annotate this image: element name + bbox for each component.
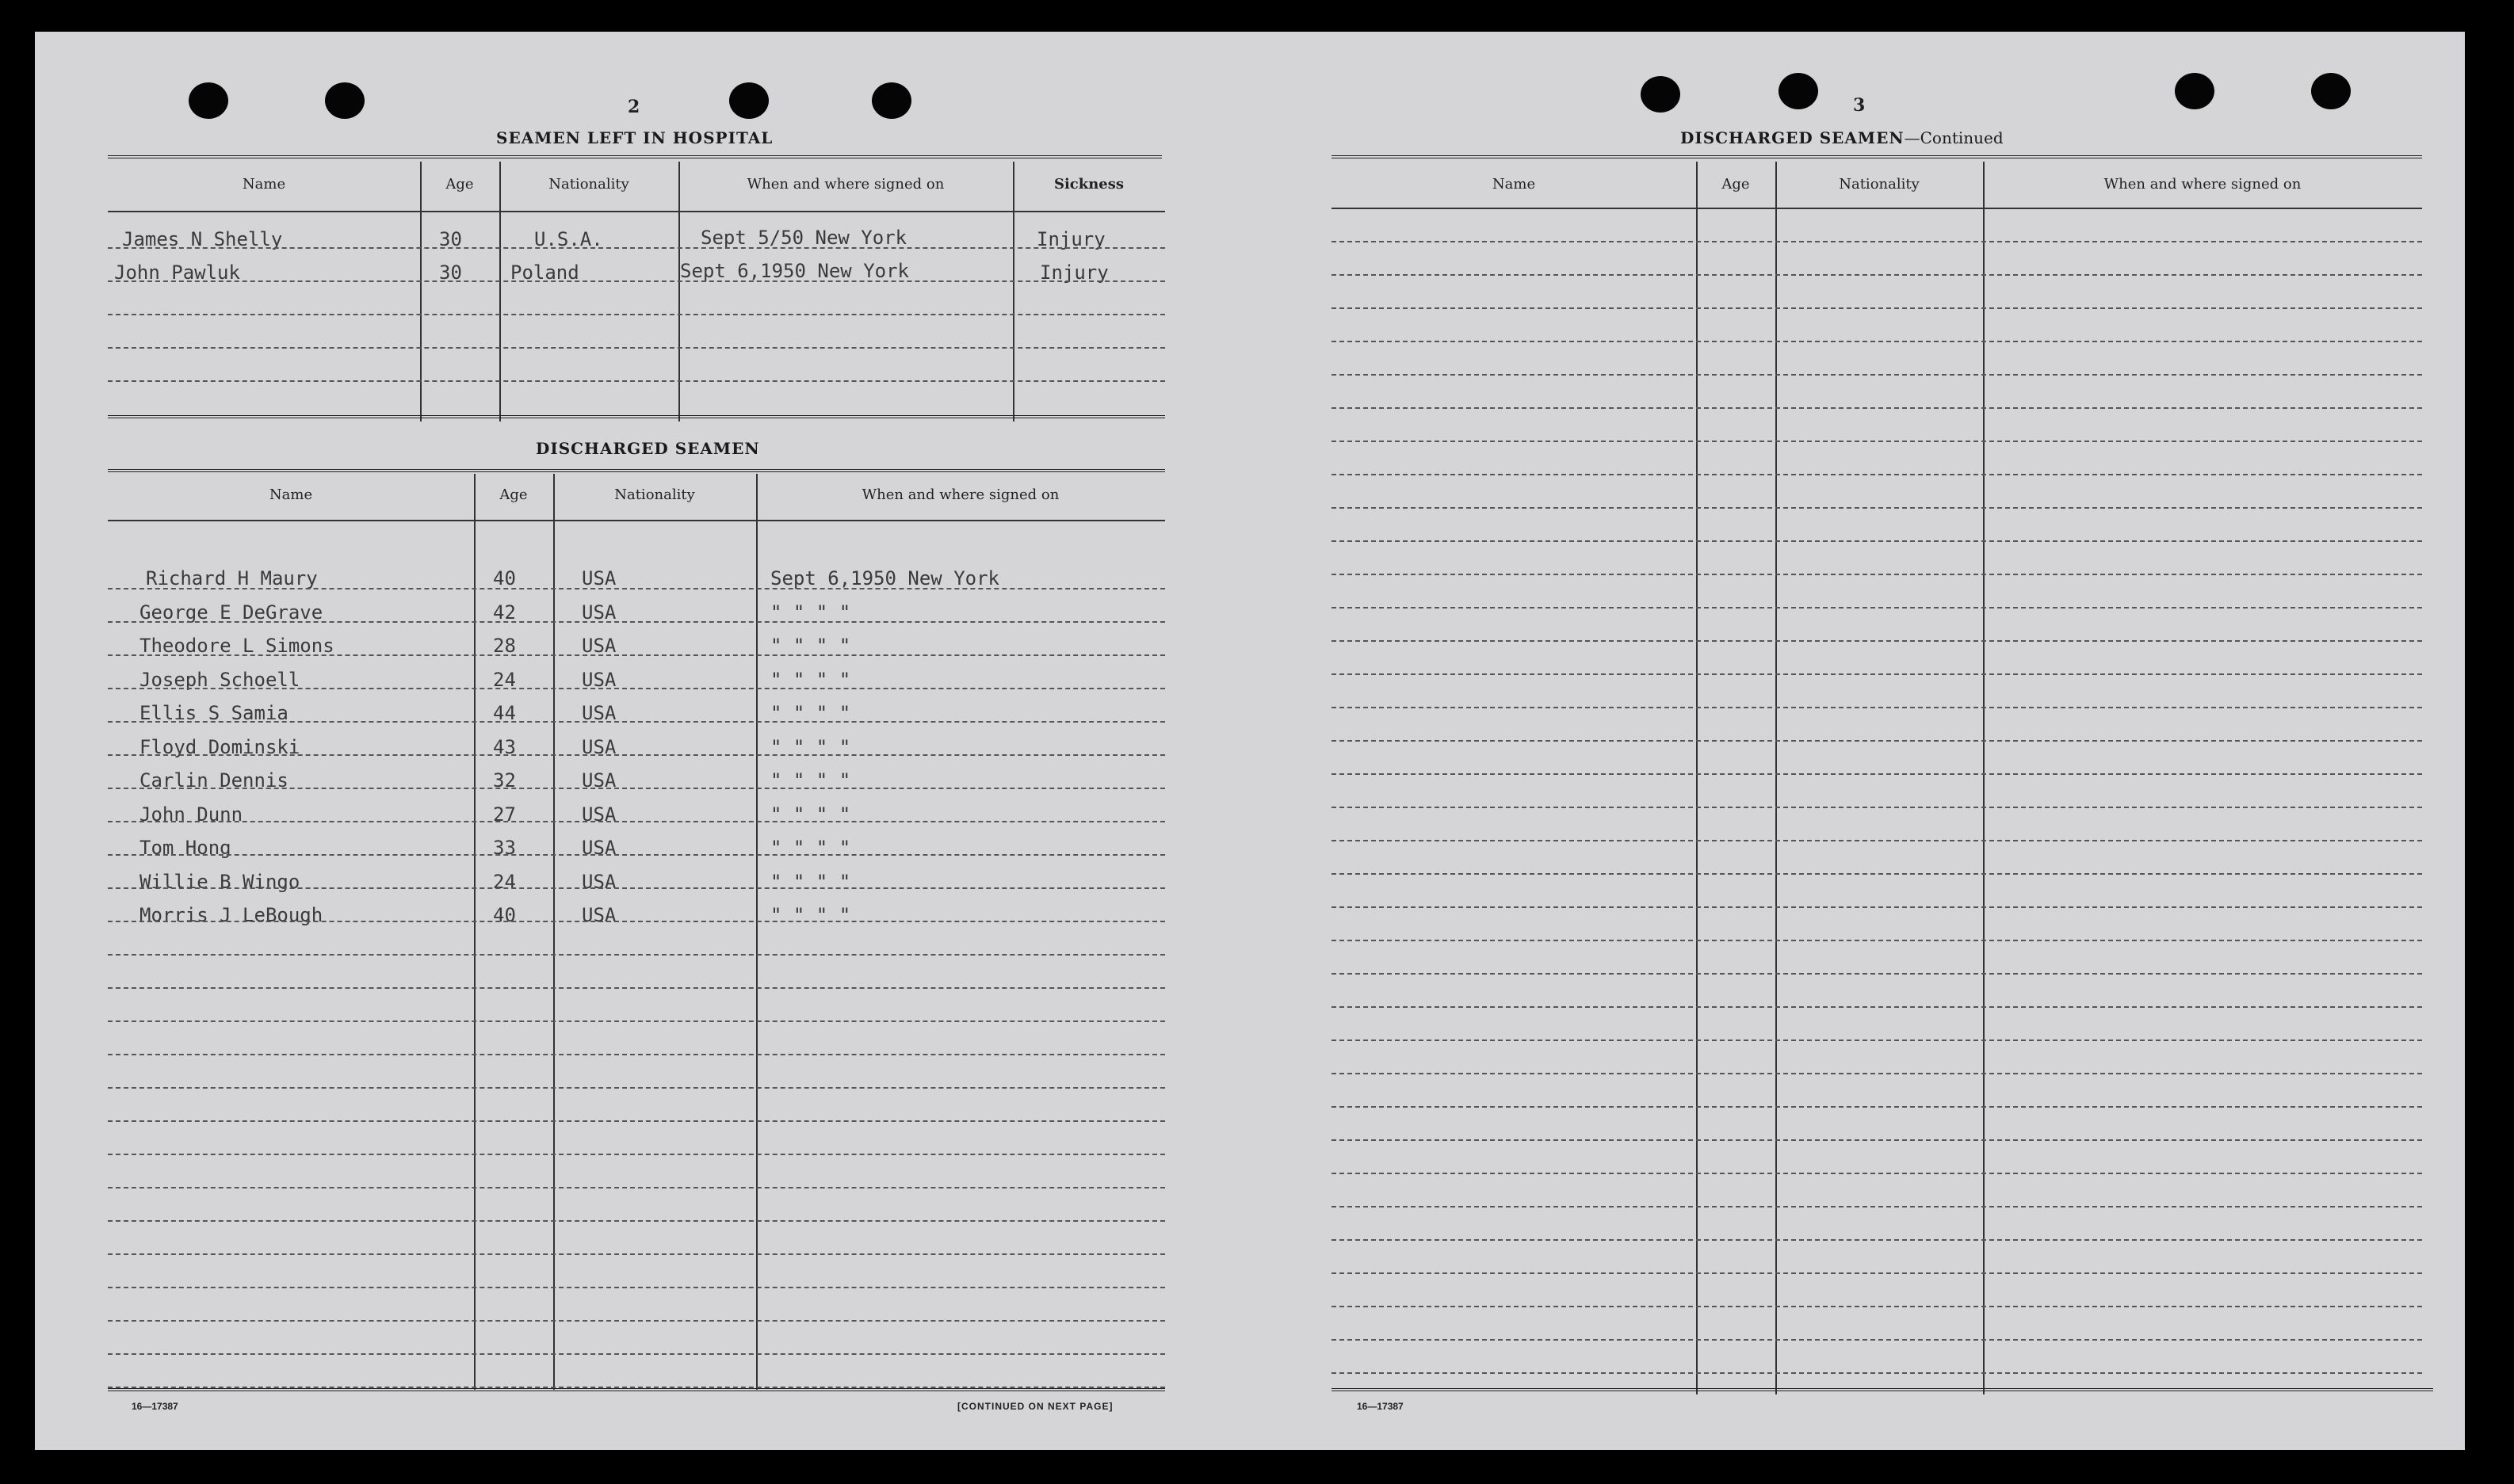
discharged-row-age: 42 xyxy=(493,601,516,624)
column-divider xyxy=(420,162,422,422)
row-rule xyxy=(1332,241,2422,242)
discharged-row-name: Theodore L Simons xyxy=(139,635,334,657)
column-divider xyxy=(474,474,476,1390)
row-rule xyxy=(1332,1306,2422,1307)
column-divider xyxy=(756,474,758,1390)
row-rule xyxy=(108,821,1165,822)
hospital-row-name: James N Shelly xyxy=(122,228,283,250)
discharged-row-name: Richard H Maury xyxy=(146,567,318,589)
discharged-row-nationality: USA xyxy=(582,803,617,826)
hospital-row-age: 30 xyxy=(439,261,462,284)
discharged-row-nationality: USA xyxy=(582,567,617,589)
row-rule xyxy=(1332,1173,2422,1174)
row-rule xyxy=(108,1187,1165,1188)
punch-hole xyxy=(729,82,769,119)
discharged-row-name: Morris J LeBough xyxy=(139,904,323,926)
row-rule xyxy=(108,887,1165,889)
hospital-header-signed-on: When and where signed on xyxy=(747,176,945,193)
discharged-row-signed-on: " " " " xyxy=(770,837,851,859)
document-sheet xyxy=(35,32,2465,1450)
row-rule xyxy=(108,754,1165,756)
hospital-row-nationality: U.S.A. xyxy=(534,228,603,250)
row-rule xyxy=(108,621,1165,623)
hospital-row-name: John Pawluk xyxy=(114,261,240,284)
column-divider xyxy=(1775,162,1777,1394)
continued-header-age: Age xyxy=(1721,176,1750,193)
row-rule xyxy=(1332,1206,2422,1207)
hospital-header-name: Name xyxy=(242,176,286,193)
row-rule xyxy=(1332,307,2422,309)
row-rule xyxy=(1332,341,2422,342)
continued-header-name: Name xyxy=(1492,176,1536,193)
column-divider xyxy=(1696,162,1698,1394)
row-rule xyxy=(1332,873,2422,875)
row-rule xyxy=(1332,1106,2422,1108)
discharged-row-age: 24 xyxy=(493,668,516,691)
row-rule xyxy=(1332,1073,2422,1074)
discharged-row-nationality: USA xyxy=(582,668,617,691)
hospital-row-nationality: Poland xyxy=(510,261,579,284)
row-rule xyxy=(108,1220,1165,1222)
row-rule xyxy=(108,721,1165,723)
row-rule xyxy=(1332,1339,2422,1341)
discharged-row-nationality: USA xyxy=(582,769,617,792)
row-rule xyxy=(1332,407,2422,409)
discharged-row-nationality: USA xyxy=(582,837,617,859)
discharged-row-signed-on: " " " " xyxy=(770,735,851,758)
row-rule xyxy=(108,921,1165,922)
punch-hole xyxy=(2311,73,2351,109)
punch-hole xyxy=(189,82,228,119)
hospital-row-age: 30 xyxy=(439,228,462,250)
discharged-row-name: Carlin Dennis xyxy=(139,769,288,792)
punch-hole xyxy=(872,82,911,119)
discharged-row-nationality: USA xyxy=(582,601,617,624)
row-rule xyxy=(108,1287,1165,1288)
discharged-row-age: 44 xyxy=(493,702,516,724)
row-rule xyxy=(108,1154,1165,1155)
continued-title-suffix: —Continued xyxy=(1904,128,2004,147)
row-rule xyxy=(108,588,1165,589)
discharged-row-name: Willie B Wingo xyxy=(139,870,300,893)
row-rule xyxy=(108,280,1165,282)
row-rule xyxy=(108,1054,1165,1055)
row-rule xyxy=(1332,906,2422,908)
rule xyxy=(1332,208,2422,209)
discharged-section-title: DISCHARGED SEAMEN xyxy=(536,439,760,458)
punch-hole xyxy=(1779,73,1818,109)
rule xyxy=(108,520,1165,521)
discharged-row-nationality: USA xyxy=(582,702,617,724)
continued-header-signed-on: When and where signed on xyxy=(2103,176,2302,193)
row-rule xyxy=(108,1353,1165,1355)
hospital-header-age: Age xyxy=(445,176,474,193)
row-rule xyxy=(1332,840,2422,841)
discharged-header-signed-on: When and where signed on xyxy=(862,486,1060,503)
row-rule xyxy=(108,1320,1165,1322)
row-rule xyxy=(108,1253,1165,1255)
continued-section-title xyxy=(1680,128,2004,147)
row-rule xyxy=(108,380,1165,382)
discharged-row-signed-on: " " " " xyxy=(770,702,851,724)
column-divider xyxy=(1983,162,1985,1394)
row-rule xyxy=(1332,607,2422,608)
discharged-row-name: Floyd Dominski xyxy=(139,735,300,758)
rule xyxy=(108,155,1162,158)
row-rule xyxy=(1332,1372,2422,1374)
hospital-row-sickness: Injury xyxy=(1040,261,1109,284)
row-rule xyxy=(1332,707,2422,708)
form-number-right: 16—17387 xyxy=(1357,1401,1404,1412)
discharged-row-age: 40 xyxy=(493,904,516,926)
row-rule xyxy=(108,1087,1165,1089)
continued-header-nationality: Nationality xyxy=(1839,176,1920,193)
punch-hole xyxy=(1641,76,1680,113)
rule xyxy=(108,211,1165,212)
row-rule xyxy=(1332,740,2422,742)
discharged-row-nationality: USA xyxy=(582,735,617,758)
hospital-header-sickness: Sickness xyxy=(1053,176,1125,193)
row-rule xyxy=(108,347,1165,349)
row-rule xyxy=(108,1020,1165,1022)
discharged-row-age: 32 xyxy=(493,769,516,792)
row-rule xyxy=(108,314,1165,315)
row-rule xyxy=(1332,673,2422,675)
discharged-row-nationality: USA xyxy=(582,904,617,926)
punch-hole xyxy=(325,82,365,119)
discharged-row-signed-on: " " " " xyxy=(770,870,851,893)
punch-hole xyxy=(2175,73,2214,109)
discharged-row-age: 28 xyxy=(493,635,516,657)
row-rule xyxy=(108,954,1165,956)
discharged-row-nationality: USA xyxy=(582,870,617,893)
discharged-row-age: 24 xyxy=(493,870,516,893)
row-rule xyxy=(1332,973,2422,975)
rule xyxy=(1332,155,2422,158)
discharged-row-name: Ellis S Samia xyxy=(139,702,288,724)
row-rule xyxy=(1332,507,2422,509)
discharged-header-age: Age xyxy=(499,486,528,503)
row-rule xyxy=(1332,1139,2422,1141)
row-rule xyxy=(108,854,1165,856)
discharged-header-name: Name xyxy=(269,486,313,503)
row-rule xyxy=(1332,441,2422,442)
discharged-row-age: 33 xyxy=(493,837,516,859)
hospital-row-sickness: Injury xyxy=(1037,228,1106,250)
row-rule xyxy=(108,688,1165,689)
discharged-row-name: Tom Hong xyxy=(139,837,231,859)
column-divider xyxy=(553,474,555,1390)
row-rule xyxy=(1332,474,2422,475)
row-rule xyxy=(1332,640,2422,642)
row-rule xyxy=(108,1120,1165,1122)
discharged-row-name: George E DeGrave xyxy=(139,601,323,624)
discharged-row-name: Joseph Schoell xyxy=(139,668,300,691)
row-rule xyxy=(108,987,1165,989)
column-divider xyxy=(1013,162,1014,422)
form-number-left: 16—17387 xyxy=(132,1401,178,1412)
discharged-row-signed-on: " " " " xyxy=(770,668,851,691)
hospital-section-title: SEAMEN LEFT IN HOSPITAL xyxy=(496,128,774,147)
discharged-row-age: 27 xyxy=(493,803,516,826)
discharged-row-signed-on: " " " " xyxy=(770,803,851,826)
discharged-row-age: 40 xyxy=(493,567,516,589)
row-rule xyxy=(1332,574,2422,575)
rule xyxy=(108,415,1165,418)
row-rule xyxy=(108,247,1165,249)
hospital-row-signed-on: Sept 5/50 New York xyxy=(701,227,907,249)
column-divider xyxy=(678,162,680,422)
rule xyxy=(108,1388,1165,1391)
row-rule xyxy=(108,654,1165,656)
discharged-row-signed-on: " " " " xyxy=(770,635,851,657)
rule xyxy=(108,469,1165,472)
discharged-row-signed-on: Sept 6,1950 New York xyxy=(770,567,999,589)
row-rule xyxy=(1332,807,2422,808)
page-number-left: 2 xyxy=(628,97,640,117)
column-divider xyxy=(499,162,501,422)
hospital-row-signed-on: Sept 6,1950 New York xyxy=(680,260,909,282)
continued-note: [CONTINUED ON NEXT PAGE] xyxy=(957,1401,1114,1412)
hospital-header-nationality: Nationality xyxy=(548,176,629,193)
row-rule xyxy=(1332,374,2422,376)
row-rule xyxy=(1332,274,2422,276)
row-rule xyxy=(108,788,1165,789)
row-rule xyxy=(1332,1272,2422,1274)
row-rule xyxy=(1332,1040,2422,1041)
discharged-row-signed-on: " " " " xyxy=(770,769,851,792)
continued-title-main: DISCHARGED SEAMEN xyxy=(1680,128,1905,147)
discharged-row-nationality: USA xyxy=(582,635,617,657)
discharged-row-signed-on: " " " " xyxy=(770,904,851,926)
discharged-header-nationality: Nationality xyxy=(614,486,695,503)
row-rule xyxy=(1332,1006,2422,1008)
discharged-row-signed-on: " " " " xyxy=(770,601,851,624)
row-rule xyxy=(1332,940,2422,941)
discharged-row-name: John Dunn xyxy=(139,803,243,826)
row-rule xyxy=(1332,540,2422,542)
page-number-right: 3 xyxy=(1853,95,1866,116)
rule xyxy=(1332,1388,2433,1391)
row-rule xyxy=(1332,1239,2422,1241)
discharged-row-age: 43 xyxy=(493,735,516,758)
row-rule xyxy=(1332,773,2422,775)
